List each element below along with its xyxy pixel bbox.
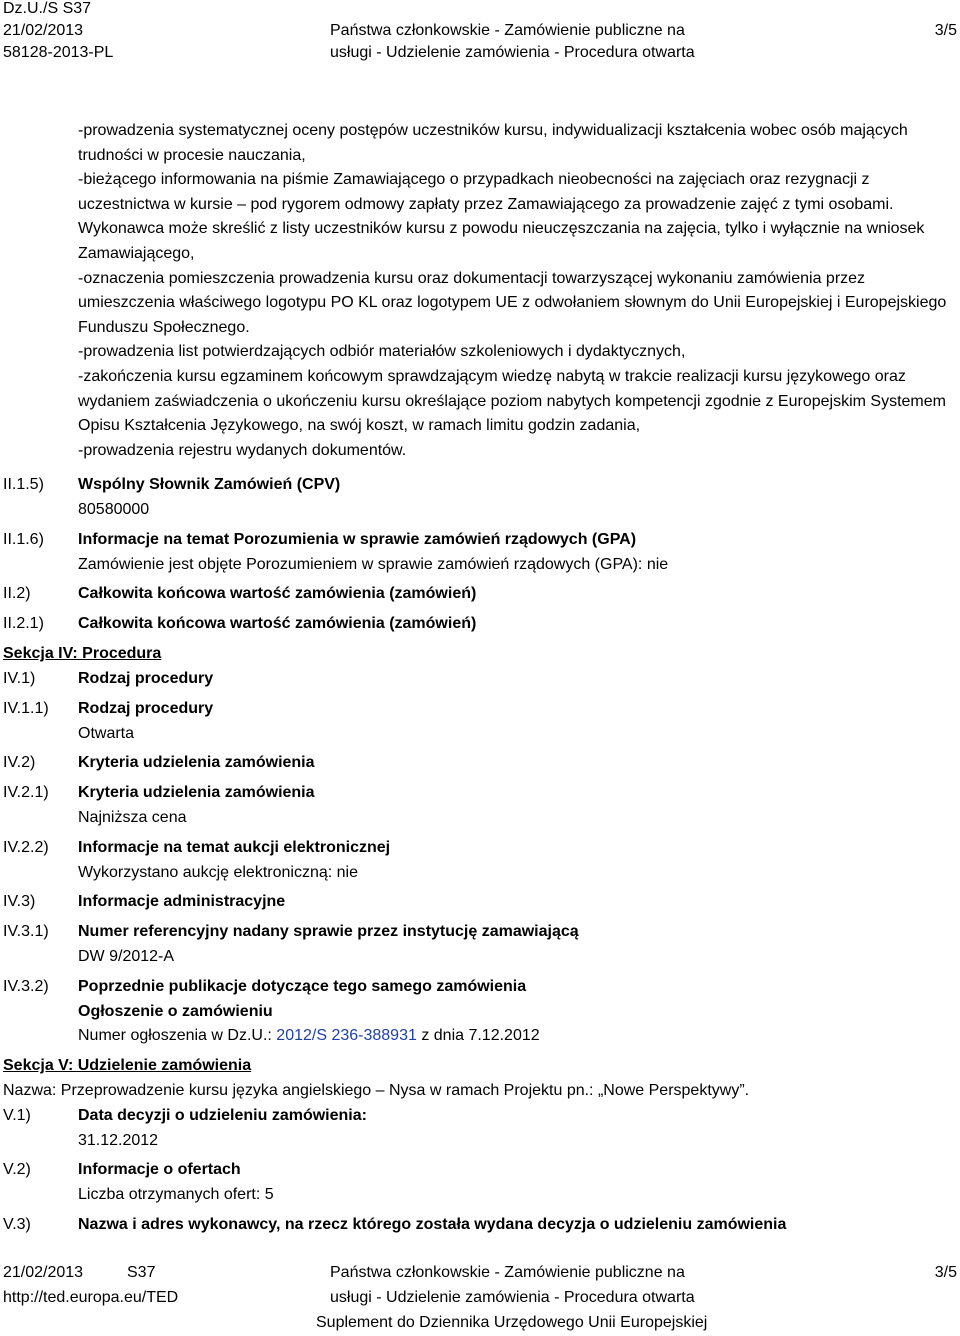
paragraph: -oznaczenia pomieszczenia prowadzenia kursu oraz dokumentacji towarzyszącej wykonaniu zamówienia przez umieszczenia właściwego logotypu PO KL oraz logotypem UE z odwołaniem słownym do Unii Europejskiej i Europejskiego Funduszu Społecznego. — [78, 269, 947, 336]
decision-date: 31.12.2012 — [78, 1131, 159, 1149]
header-date: 21/02/2013 — [3, 22, 84, 39]
footer-url[interactable]: http://ted.europa.eu/TED — [3, 1289, 179, 1306]
section-number: IV.2) — [3, 754, 36, 771]
section-number: IV.3) — [3, 893, 36, 910]
cpv-code: 80580000 — [78, 500, 150, 518]
section-title: Kryteria udzielenia zamówienia — [78, 784, 315, 801]
section-number: IV.2.1) — [3, 784, 49, 801]
reference-number: DW 9/2012-A — [78, 947, 175, 965]
offers-count: Liczba otrzymanych ofert: 5 — [78, 1185, 274, 1203]
section-number: IV.3.2) — [3, 978, 49, 995]
publication-suffix: z dnia 7.12.2012 — [416, 1027, 540, 1045]
header-title-1: Państwa członkowskie - Zamówienie publiczne na — [330, 22, 685, 39]
page-header — [0, 0, 960, 67]
journal-ref: Dz.U./S S37 — [3, 0, 92, 17]
paragraph: -prowadzenia rejestru wydanych dokumentów. — [78, 441, 407, 459]
section-title: Kryteria udzielenia zamówienia — [78, 754, 315, 771]
section-number: V.1) — [3, 1107, 31, 1124]
page-footer — [0, 1261, 960, 1334]
award-criteria: Najniższa cena — [78, 808, 187, 826]
paragraph: -bieżącego informowania na piśmie Zamawiającego o przypadkach nieobecności na zajęciach oraz rezygnacji z uczestnictwa w kursie – pod rygorem odmowy zapłaty przez Zamawiającego za prowadzenie zajęć z tymi osobami. Wykonawca może skreślić z listy uczestników kursu z powodu nieuczęszczania na zajęcia, tylko i wyłącznie na wniosek Zamawiającego, — [78, 171, 925, 262]
footer-title-2: usługi - Udzielenie zamówienia - Procedura otwarta — [330, 1289, 695, 1306]
section-title: Informacje administracyjne — [78, 893, 286, 910]
gpa-value: Zamówienie jest objęte Porozumieniem w sprawie zamówień rządowych (GPA): nie — [78, 555, 669, 573]
section-title: Numer referencyjny nadany sprawie przez instytucję zamawiającą — [78, 923, 579, 940]
section-number: II.2) — [3, 585, 31, 602]
publication-prefix: Numer ogłoszenia w Dz.U.: — [78, 1027, 277, 1045]
footer-page-number: 3/5 — [934, 1264, 957, 1281]
section-number: IV.1.1) — [3, 700, 49, 717]
paragraph: -zakończenia kursu egzaminem końcowym sprawdzającym wiedzę nabytą w trakcie realizacji kursu językowego oraz wydaniem zaświadczenia o ukończeniu kursu określające poziom nabytych kompetencji zgodnie z Europejskim Systemem Opisu Kształcenia Językowego, na swój koszt, w ramach limitu godzin zadania, — [78, 367, 946, 435]
section-title: Nazwa i adres wykonawcy, na rzecz którego została wydana decyzja o udzieleniu zamówienia — [78, 1216, 787, 1233]
continuation-text — [78, 119, 958, 463]
auction-value: Wykorzystano aukcję elektroniczną: nie — [78, 863, 358, 881]
section-number: V.3) — [3, 1216, 31, 1233]
section-iv-heading: Sekcja IV: Procedura — [3, 645, 162, 662]
notice-number: 58128-2013-PL — [3, 44, 114, 61]
section-number: II.1.6) — [3, 531, 44, 548]
section-title: Informacje na temat aukcji elektronicznej — [78, 839, 391, 856]
header-title-2: usługi - Udzielenie zamówienia - Procedura otwarta — [330, 44, 695, 61]
section-title: Data decyzji o udzieleniu zamówienia: — [78, 1107, 367, 1124]
contract-name: Nazwa: Przeprowadzenie kursu języka angielskiego – Nysa w ramach Projektu pn.: „Nowe Perspektywy”. — [3, 1082, 750, 1099]
header-page-number: 3/5 — [934, 22, 957, 39]
section-number: IV.2.2) — [3, 839, 49, 856]
section-title: Wspólny Słownik Zamówień (CPV) — [78, 476, 341, 493]
publication-line — [78, 1024, 958, 1049]
section-title: Całkowita końcowa wartość zamówienia (zamówień) — [78, 585, 477, 602]
section-number: II.1.5) — [3, 476, 44, 493]
section-title: Całkowita końcowa wartość zamówienia (zamówień) — [78, 615, 477, 632]
section-v-heading: Sekcja V: Udzielenie zamówienia — [3, 1057, 252, 1074]
procedure-type: Otwarta — [78, 724, 135, 742]
publication-link[interactable]: 2012/S 236-388931 — [276, 1027, 417, 1045]
section-number: IV.3.1) — [3, 923, 49, 940]
footer-supplement: Suplement do Dziennika Urzędowego Unii Europejskiej — [316, 1314, 708, 1331]
paragraph: -prowadzenia systematycznej oceny postępów uczestników kursu, indywidualizacji kształcenia wobec osób mających trudności w procesie nauczania, — [78, 122, 908, 164]
footer-date: 21/02/2013 — [3, 1264, 84, 1281]
section-title: Poprzednie publikacje dotyczące tego samego zamówienia — [78, 978, 527, 995]
section-title: Rodzaj procedury — [78, 670, 214, 687]
section-subtitle: Ogłoszenie o zamówieniu — [78, 1002, 273, 1020]
paragraph: -prowadzenia list potwierdzających odbiór materiałów szkoleniowych i dydaktycznych, — [78, 343, 686, 361]
section-title: Informacje na temat Porozumienia w sprawie zamówień rządowych (GPA) — [78, 531, 637, 548]
section-title: Rodzaj procedury — [78, 700, 214, 717]
section-number: IV.1) — [3, 670, 36, 687]
section-number: V.2) — [3, 1161, 31, 1178]
footer-title-1: Państwa członkowskie - Zamówienie publiczne na — [330, 1264, 685, 1281]
footer-issue: S37 — [127, 1264, 156, 1281]
section-title: Informacje o ofertach — [78, 1161, 241, 1178]
section-number: II.2.1) — [3, 615, 44, 632]
